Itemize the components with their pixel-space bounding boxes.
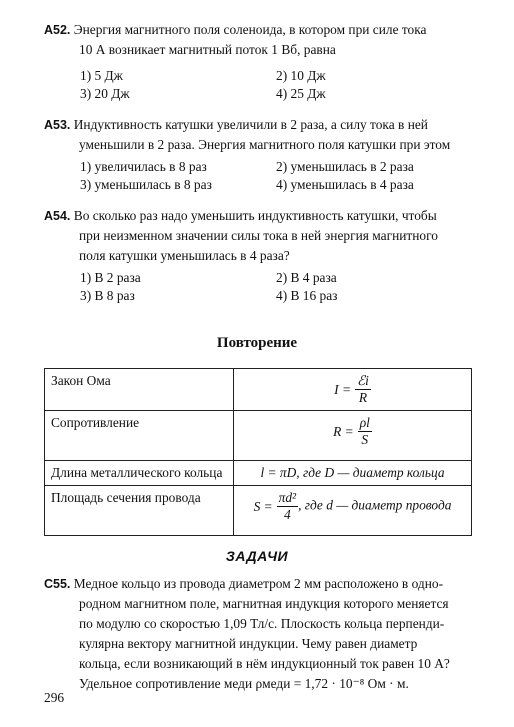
formula-lhs: R = [333, 423, 354, 439]
task-text: по модулю со скоростью 1,09 Тл/с. Плоскость кольца перпенди- [79, 616, 445, 631]
fraction [358, 415, 372, 448]
question-text: поля катушки уменьшилась в 4 раза? [79, 248, 290, 263]
answer-option: 1) увеличилась в 8 раз [80, 159, 207, 174]
fraction [277, 490, 298, 523]
task-text: кольца, если возникающий в нём индукционный ток равен 10 А? [79, 656, 450, 671]
answer-option: 4) уменьшилась в 4 раза [276, 177, 414, 192]
formula-cell [234, 411, 472, 461]
formula-cell [234, 486, 472, 536]
fraction-numerator: πd² [278, 490, 297, 505]
fraction [355, 373, 371, 406]
answer-option: 2) В 4 раза [276, 270, 337, 285]
table-row [45, 411, 472, 461]
answer-option: 1) В 2 раза [80, 270, 141, 285]
task-c55 [44, 574, 470, 694]
question-number: A54. [44, 209, 71, 223]
question-text: уменьшили в 2 раза. Энергия магнитного поля катушки при этом [79, 137, 451, 152]
question-number: A53. [44, 118, 71, 132]
question-a52 [44, 20, 470, 60]
table-row [45, 369, 472, 411]
formula-lhs: S = [253, 498, 273, 514]
table-cell-name: Сопротивление [45, 411, 234, 461]
table-row [45, 486, 472, 536]
fraction-numerator: ℰi [357, 373, 369, 388]
answer-option: 3) уменьшилась в 8 раз [80, 177, 212, 192]
fraction-numerator: ρl [359, 415, 370, 430]
question-text: при неизменном значении силы тока в ней энергия магнитного [79, 228, 438, 243]
answer-option: 2) уменьшилась в 2 раза [276, 159, 414, 174]
formula-lhs: I = [334, 381, 351, 397]
fraction-denominator: R [358, 390, 367, 405]
task-text: Медное кольцо из провода диаметром 2 мм расположено в одно- [73, 576, 444, 591]
task-text: кулярна вектору магнитной индукции. Чему равен диаметр [79, 636, 418, 651]
fraction-denominator: 4 [284, 507, 291, 522]
review-table [44, 368, 472, 536]
page-number: 296 [44, 690, 65, 705]
question-text: Индуктивность катушки увеличили в 2 раза, а силу тока в ней [73, 117, 428, 132]
formula-cell: l = πD, где D — диаметр кольца [234, 461, 472, 486]
formula-cell [234, 369, 472, 411]
question-text: Энергия магнитного поля соленоида, в котором при силе тока [73, 22, 427, 37]
section-title: ЗАДАЧИ [225, 548, 289, 564]
question-text: Во сколько раз надо уменьшить индуктивность катушки, чтобы [73, 208, 437, 223]
table-cell-name: Закон Ома [45, 369, 234, 411]
answer-option: 3) В 8 раз [80, 288, 135, 303]
question-a53 [44, 115, 470, 155]
answer-option: 1) 5 Дж [80, 68, 123, 83]
section-title: Повторение [216, 335, 298, 351]
task-text: родном магнитном поле, магнитная индукция которого меняется [79, 596, 449, 611]
answer-option: 2) 10 Дж [276, 68, 326, 83]
question-text: 10 А возникает магнитный поток 1 Вб, равна [79, 42, 336, 57]
answer-option: 4) В 16 раз [276, 288, 338, 303]
table-row [45, 461, 472, 486]
question-a54 [44, 206, 470, 266]
answer-option: 4) 25 Дж [276, 86, 326, 101]
formula-tail: , где d — диаметр провода [298, 497, 452, 513]
table-cell-name: Площадь сечения провода [45, 486, 234, 536]
question-number: A52. [44, 23, 71, 37]
task-number: C55. [44, 577, 71, 591]
task-text: Удельное сопротивление меди ρмеди = 1,72 · 10⁻⁸ Ом · м. [79, 676, 409, 691]
answer-option: 3) 20 Дж [80, 86, 130, 101]
fraction-denominator: S [361, 432, 369, 447]
table-cell-name: Длина металлического кольца [45, 461, 234, 486]
